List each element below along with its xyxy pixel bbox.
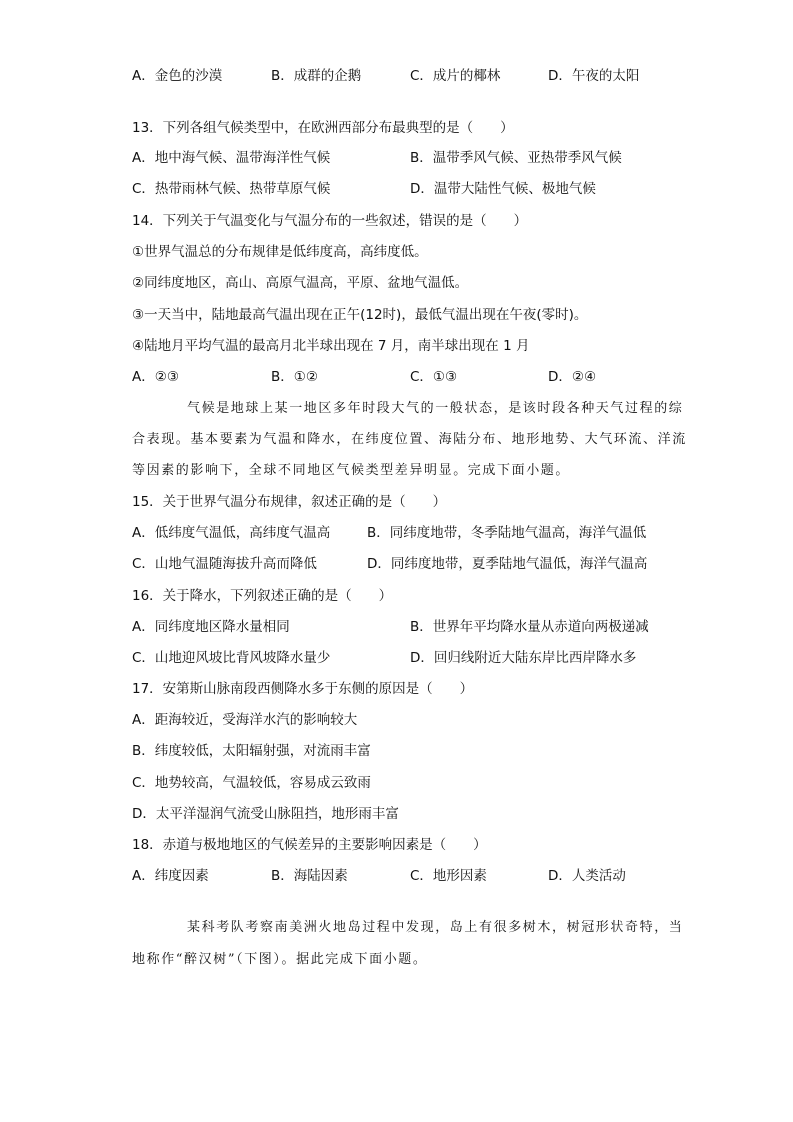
option-a: A．纬度因素 <box>132 868 209 884</box>
option-b: B．纬度较低，太阳辐射强，对流雨丰富 <box>132 743 371 759</box>
option-c: C．地形因素 <box>410 868 487 884</box>
statement-2: ②同纬度地区，高山、高原气温高，平原、盆地气温低。 <box>132 275 469 291</box>
option-d: D．午夜的太阳 <box>548 68 640 84</box>
option-a: A．②③ <box>132 369 179 385</box>
option-d: D．同纬度地带，夏季陆地气温低，海洋气温高 <box>367 556 648 572</box>
option-d: D．回归线附近大陆东岸比西岸降水多 <box>410 650 637 666</box>
option-d: D．②④ <box>548 369 597 385</box>
option-b: B．温带季风气候、亚热带季风气候 <box>410 150 622 166</box>
option-d: D．人类活动 <box>548 868 626 884</box>
option-a: A．距海较近，受海洋水汽的影响较大 <box>132 712 358 728</box>
option-a: A．低纬度气温低，高纬度气温高 <box>132 525 331 541</box>
passage-line: 等因素的影响下，全球不同地区气候类型差异明显。完成下面小题。 <box>132 463 571 478</box>
option-c: C．①③ <box>410 369 458 385</box>
option-c: C．山地气温随海拔升高而降低 <box>132 556 317 572</box>
option-c: C．热带雨林气候、热带草原气候 <box>132 181 331 197</box>
option-b: B．海陆因素 <box>271 868 348 884</box>
passage-line: 合表现。基本要素为气温和降水，在纬度位置、海陆分布、地形地势、大气环流、洋流 <box>132 432 687 447</box>
option-b: B．同纬度地带，冬季陆地气温高，海洋气温低 <box>367 525 647 541</box>
question-stem: 18．赤道与极地地区的气候差异的主要影响因素是（ ） <box>132 837 487 853</box>
option-d: D．太平洋湿润气流受山脉阻挡，地形雨丰富 <box>132 806 399 822</box>
option-b: B．成群的企鹅 <box>271 68 362 84</box>
question-stem: 15．关于世界气温分布规律，叙述正确的是（ ） <box>132 494 447 510</box>
passage-line: 地称作“醉汉树”（下图）。据此完成下面小题。 <box>132 952 428 967</box>
question-stem: 16．关于降水，下列叙述正确的是（ ） <box>132 588 393 604</box>
statement-3: ③一天当中，陆地最高气温出现在正午(12时)，最低气温出现在午夜(零时)。 <box>132 307 588 323</box>
option-a: A．地中海气候、温带海洋性气候 <box>132 150 331 166</box>
option-c: C．山地迎风坡比背风坡降水量少 <box>132 650 331 666</box>
option-a: A．金色的沙漠 <box>132 68 223 84</box>
option-b: B．世界年平均降水量从赤道向两极递减 <box>410 619 649 635</box>
question-stem: 17．安第斯山脉南段西侧降水多于东侧的原因是（ ） <box>132 681 474 697</box>
option-a: A．同纬度地区降水量相同 <box>132 619 290 635</box>
option-b: B．①② <box>271 369 318 385</box>
statement-1: ①世界气温总的分布规律是低纬度高，高纬度低。 <box>132 244 428 260</box>
question-stem: 13．下列各组气候类型中，在欧洲西部分布最典型的是（ ） <box>132 120 514 136</box>
statement-4: ④陆地月平均气温的最高月北半球出现在 7 月，南半球出现在 1 月 <box>132 338 530 354</box>
option-d: D．温带大陆性气候、极地气候 <box>410 181 596 197</box>
passage-line: 某科考队考察南美洲火地岛过程中发现，岛上有很多树木，树冠形状奇特，当 <box>187 920 684 935</box>
question-stem: 14．下列关于气温变化与气温分布的一些叙述，错误的是（ ） <box>132 213 528 229</box>
passage-line: 气候是地球上某一地区多年时段大气的一般状态，是该时段各种天气过程的综 <box>187 401 684 416</box>
option-c: C．地势较高，气温较低，容易成云致雨 <box>132 775 371 791</box>
option-c: C．成片的椰林 <box>410 68 501 84</box>
